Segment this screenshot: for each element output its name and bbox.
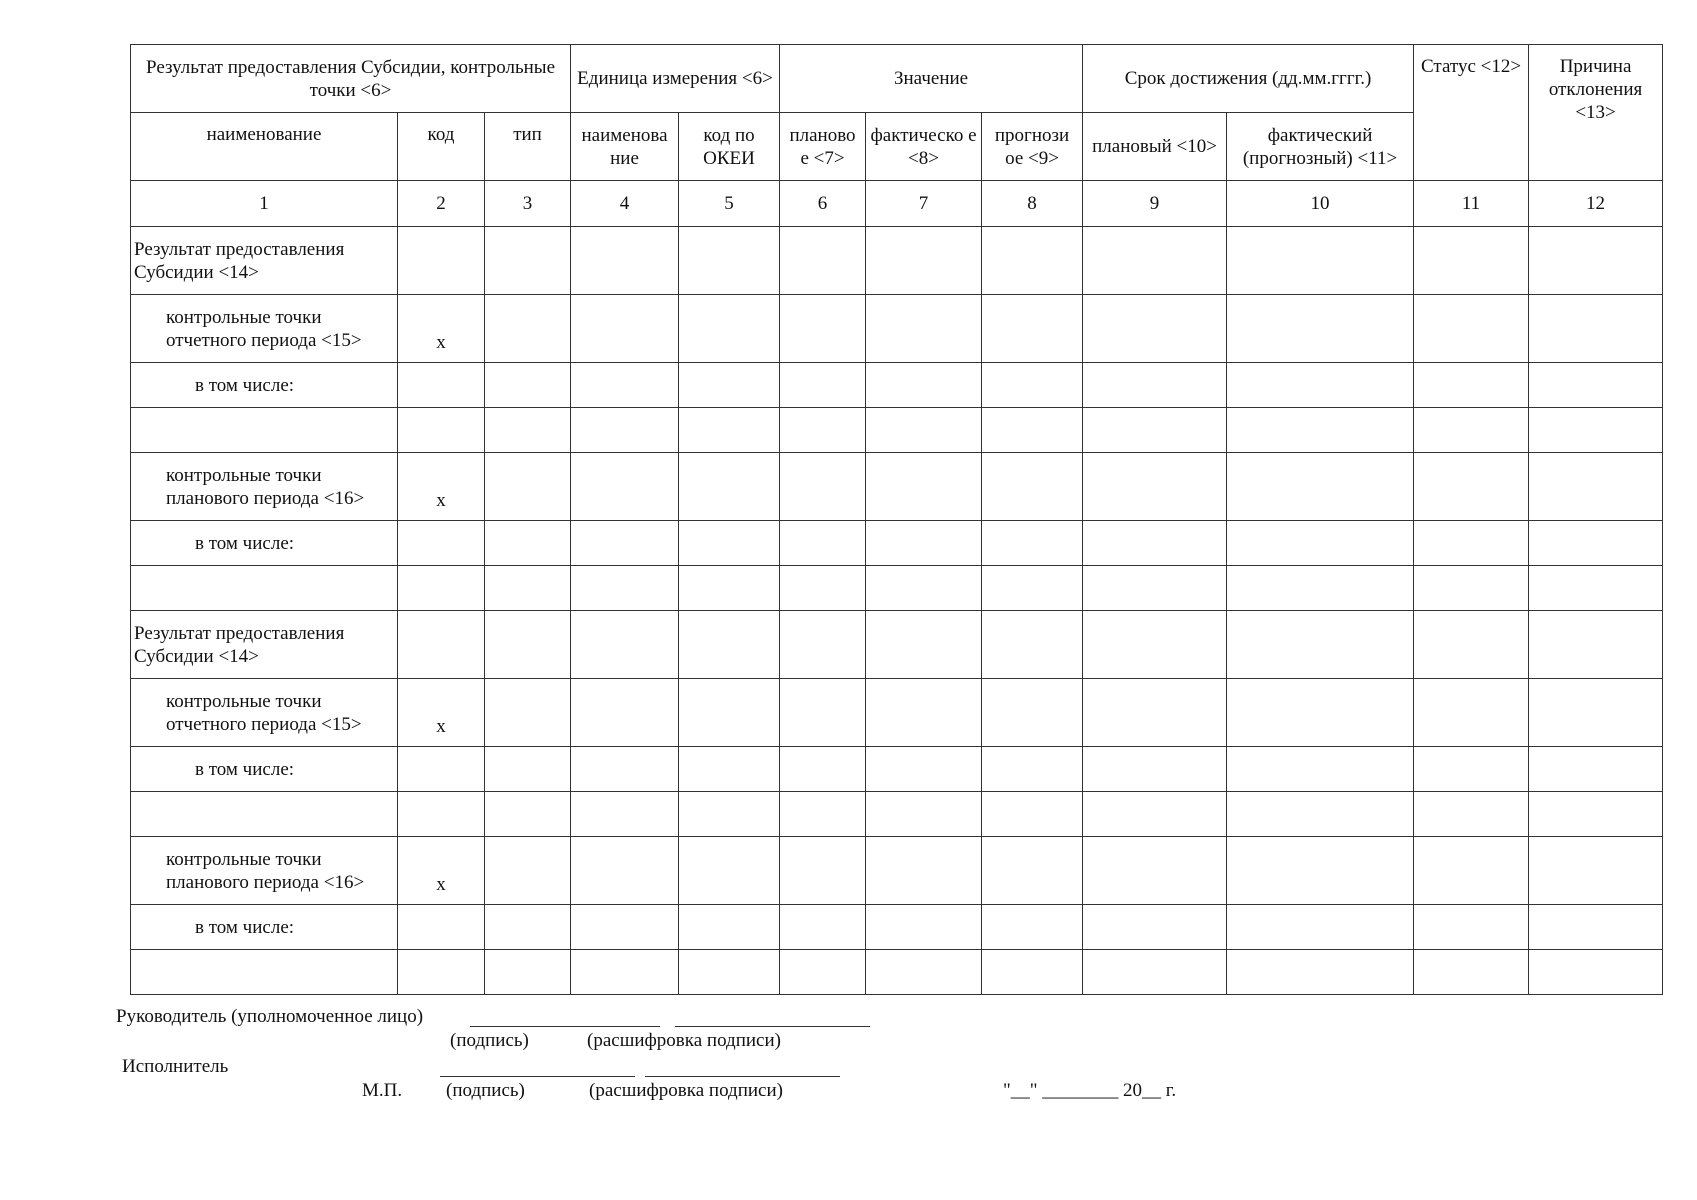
empty-cell (679, 295, 780, 363)
empty-cell (1529, 611, 1663, 679)
empty-cell (866, 453, 982, 521)
column-number: 2 (398, 181, 485, 227)
header-forecast: прогнози ое <9> (982, 113, 1083, 181)
row-label: контрольные точки отчетного периода <15> (131, 295, 398, 363)
table-row (131, 747, 1663, 792)
empty-cell (982, 679, 1083, 747)
header-deadline: Срок достижения (дд.мм.гггг.) (1083, 45, 1414, 113)
empty-cell (1227, 521, 1414, 566)
empty-cell (571, 227, 679, 295)
empty-cell (571, 295, 679, 363)
empty-cell (1414, 950, 1529, 995)
column-number: 7 (866, 181, 982, 227)
empty-cell (1227, 905, 1414, 950)
empty-cell (1529, 566, 1663, 611)
header-unit-name: наименова ние (571, 113, 679, 181)
column-number: 1 (131, 181, 398, 227)
empty-cell (866, 679, 982, 747)
empty-cell (1083, 679, 1227, 747)
report-table (130, 44, 1663, 995)
table-row (131, 521, 1663, 566)
empty-cell (780, 679, 866, 747)
empty-cell (679, 453, 780, 521)
empty-cell (679, 747, 780, 792)
empty-cell (679, 363, 780, 408)
header-planned: планово е <7> (780, 113, 866, 181)
empty-cell (1083, 950, 1227, 995)
empty-cell (571, 679, 679, 747)
empty-cell (571, 566, 679, 611)
empty-cell (1083, 792, 1227, 837)
empty-cell (982, 227, 1083, 295)
column-number: 5 (679, 181, 780, 227)
table-row (131, 295, 1663, 363)
column-number: 3 (485, 181, 571, 227)
empty-cell (1083, 408, 1227, 453)
head-signature-line (470, 1026, 660, 1027)
empty-cell (780, 792, 866, 837)
empty-cell (1529, 295, 1663, 363)
empty-cell (1414, 295, 1529, 363)
empty-cell (1083, 363, 1227, 408)
column-number: 11 (1414, 181, 1529, 227)
empty-cell (571, 363, 679, 408)
empty-cell (571, 408, 679, 453)
table-row (131, 950, 1663, 995)
row-label: Результат предоставления Субсидии <14> (131, 227, 398, 295)
empty-cell (571, 837, 679, 905)
empty-cell (866, 950, 982, 995)
row-code: x (398, 837, 485, 905)
table-body (131, 227, 1663, 995)
head-label: Руководитель (уполномоченное лицо) (116, 1006, 424, 1027)
empty-cell (1083, 611, 1227, 679)
table-row (131, 679, 1663, 747)
row-label: в том числе: (131, 363, 398, 408)
empty-cell (679, 521, 780, 566)
empty-cell (1414, 566, 1529, 611)
empty-cell (1529, 408, 1663, 453)
empty-cell (1083, 566, 1227, 611)
empty-cell (679, 227, 780, 295)
empty-cell (1529, 747, 1663, 792)
empty-cell (485, 566, 571, 611)
row-code: x (398, 295, 485, 363)
row-label: в том числе: (131, 521, 398, 566)
empty-cell (485, 950, 571, 995)
row-code (398, 408, 485, 453)
column-number: 8 (982, 181, 1083, 227)
row-code: x (398, 679, 485, 747)
header-value: Значение (780, 45, 1083, 113)
column-number: 9 (1083, 181, 1227, 227)
empty-cell (1414, 905, 1529, 950)
empty-cell (1227, 747, 1414, 792)
row-label (131, 950, 398, 995)
empty-cell (982, 611, 1083, 679)
empty-cell (1414, 747, 1529, 792)
table-row (131, 363, 1663, 408)
row-label: контрольные точки планового периода <16> (131, 453, 398, 521)
row-code: x (398, 453, 485, 521)
row-code (398, 566, 485, 611)
empty-cell (679, 792, 780, 837)
empty-cell (679, 950, 780, 995)
empty-cell (485, 408, 571, 453)
empty-cell (679, 408, 780, 453)
empty-cell (780, 408, 866, 453)
executor-decode-line (645, 1076, 840, 1077)
empty-cell (1227, 363, 1414, 408)
row-label: контрольные точки планового периода <16> (131, 837, 398, 905)
row-label (131, 792, 398, 837)
row-label: контрольные точки отчетного периода <15> (131, 679, 398, 747)
empty-cell (1083, 521, 1227, 566)
executor-signature-caption: (подпись) (446, 1080, 525, 1101)
empty-cell (485, 521, 571, 566)
empty-cell (780, 905, 866, 950)
empty-cell (485, 837, 571, 905)
date-field: "__" ________ 20__ г. (1003, 1080, 1177, 1101)
header-reason: Причина отклонения <13> (1529, 45, 1663, 181)
row-label: Результат предоставления Субсидии <14> (131, 611, 398, 679)
table-row (131, 566, 1663, 611)
empty-cell (866, 747, 982, 792)
head-decode-caption: (расшифровка подписи) (587, 1030, 781, 1051)
empty-cell (571, 453, 679, 521)
empty-cell (1227, 611, 1414, 679)
executor-label: Исполнитель (122, 1056, 229, 1077)
header-actual: фактическо е <8> (866, 113, 982, 181)
row-code (398, 521, 485, 566)
empty-cell (780, 453, 866, 521)
empty-cell (866, 408, 982, 453)
empty-cell (1529, 679, 1663, 747)
empty-cell (1227, 792, 1414, 837)
empty-cell (1414, 363, 1529, 408)
empty-cell (1414, 611, 1529, 679)
table-row (131, 792, 1663, 837)
table-row (131, 227, 1663, 295)
empty-cell (1529, 227, 1663, 295)
empty-cell (1414, 408, 1529, 453)
empty-cell (982, 905, 1083, 950)
column-number: 6 (780, 181, 866, 227)
column-numbers-row (131, 181, 1663, 227)
empty-cell (485, 611, 571, 679)
empty-cell (571, 611, 679, 679)
row-code (398, 792, 485, 837)
empty-cell (485, 453, 571, 521)
empty-cell (679, 905, 780, 950)
empty-cell (1529, 837, 1663, 905)
empty-cell (485, 295, 571, 363)
column-number: 4 (571, 181, 679, 227)
empty-cell (1227, 227, 1414, 295)
empty-cell (866, 521, 982, 566)
executor-decode-caption: (расшифровка подписи) (589, 1080, 783, 1101)
column-number: 12 (1529, 181, 1663, 227)
header-result: Результат предоставления Субсидии, контрольные точки <6> (131, 45, 571, 113)
empty-cell (866, 837, 982, 905)
empty-cell (1414, 679, 1529, 747)
empty-cell (1227, 566, 1414, 611)
empty-cell (982, 566, 1083, 611)
empty-cell (485, 227, 571, 295)
empty-cell (679, 566, 780, 611)
header-row-1 (131, 45, 1663, 113)
empty-cell (1227, 837, 1414, 905)
empty-cell (982, 408, 1083, 453)
empty-cell (1083, 227, 1227, 295)
empty-cell (571, 747, 679, 792)
empty-cell (485, 679, 571, 747)
empty-cell (1529, 363, 1663, 408)
header-name: наименование (131, 113, 398, 181)
empty-cell (780, 566, 866, 611)
header-deadline-actual: фактический (прогнозный) <11> (1227, 113, 1414, 181)
empty-cell (679, 837, 780, 905)
empty-cell (1083, 453, 1227, 521)
empty-cell (1227, 679, 1414, 747)
row-code (398, 747, 485, 792)
empty-cell (1529, 950, 1663, 995)
empty-cell (485, 792, 571, 837)
empty-cell (1529, 905, 1663, 950)
empty-cell (1083, 747, 1227, 792)
empty-cell (679, 611, 780, 679)
empty-cell (780, 611, 866, 679)
empty-cell (982, 837, 1083, 905)
table-row (131, 837, 1663, 905)
empty-cell (571, 950, 679, 995)
empty-cell (485, 747, 571, 792)
empty-cell (982, 363, 1083, 408)
table-row (131, 611, 1663, 679)
empty-cell (982, 295, 1083, 363)
row-code (398, 950, 485, 995)
empty-cell (1227, 950, 1414, 995)
empty-cell (982, 792, 1083, 837)
empty-cell (982, 747, 1083, 792)
empty-cell (780, 227, 866, 295)
empty-cell (1227, 408, 1414, 453)
empty-cell (571, 905, 679, 950)
empty-cell (571, 521, 679, 566)
empty-cell (1414, 792, 1529, 837)
empty-cell (780, 363, 866, 408)
empty-cell (571, 792, 679, 837)
empty-cell (866, 227, 982, 295)
empty-cell (866, 905, 982, 950)
table-row (131, 453, 1663, 521)
header-deadline-planned: плановый <10> (1083, 113, 1227, 181)
row-code (398, 363, 485, 408)
empty-cell (982, 950, 1083, 995)
empty-cell (982, 453, 1083, 521)
row-label (131, 408, 398, 453)
empty-cell (780, 295, 866, 363)
header-status: Статус <12> (1414, 45, 1529, 181)
empty-cell (1227, 295, 1414, 363)
row-code (398, 905, 485, 950)
empty-cell (866, 792, 982, 837)
empty-cell (485, 905, 571, 950)
empty-cell (866, 295, 982, 363)
empty-cell (866, 566, 982, 611)
empty-cell (866, 611, 982, 679)
empty-cell (780, 747, 866, 792)
table-row (131, 905, 1663, 950)
empty-cell (1529, 792, 1663, 837)
row-code (398, 227, 485, 295)
empty-cell (780, 950, 866, 995)
empty-cell (1083, 837, 1227, 905)
empty-cell (1083, 905, 1227, 950)
empty-cell (679, 679, 780, 747)
empty-cell (1083, 295, 1227, 363)
empty-cell (1529, 521, 1663, 566)
head-signature-caption: (подпись) (450, 1030, 529, 1051)
empty-cell (1227, 453, 1414, 521)
header-type: тип (485, 113, 571, 181)
empty-cell (485, 363, 571, 408)
table-row (131, 408, 1663, 453)
empty-cell (1529, 453, 1663, 521)
row-code (398, 611, 485, 679)
empty-cell (1414, 521, 1529, 566)
empty-cell (1414, 453, 1529, 521)
stamp-label: М.П. (362, 1080, 403, 1101)
header-okei: код по ОКЕИ (679, 113, 780, 181)
empty-cell (780, 521, 866, 566)
header-unit: Единица измерения <6> (571, 45, 780, 113)
empty-cell (1414, 837, 1529, 905)
empty-cell (982, 521, 1083, 566)
empty-cell (866, 363, 982, 408)
row-label: в том числе: (131, 747, 398, 792)
empty-cell (1414, 227, 1529, 295)
head-decode-line (675, 1026, 870, 1027)
empty-cell (780, 837, 866, 905)
executor-signature-line (440, 1076, 635, 1077)
column-number: 10 (1227, 181, 1414, 227)
row-label (131, 566, 398, 611)
row-label: в том числе: (131, 905, 398, 950)
header-code: код (398, 113, 485, 181)
